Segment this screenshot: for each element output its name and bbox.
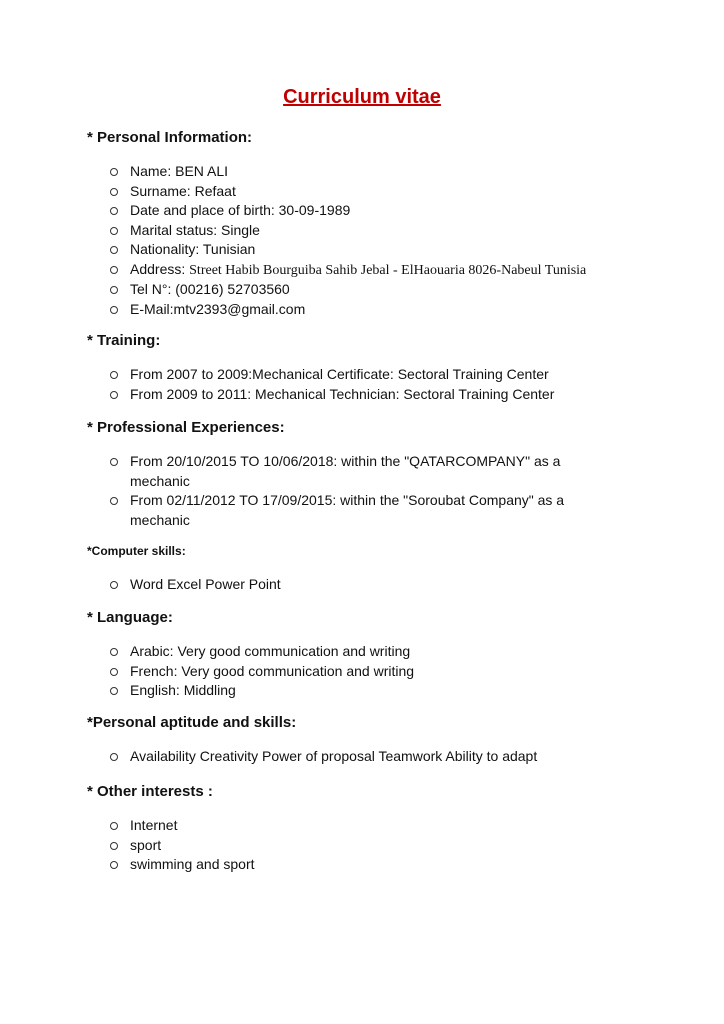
list-item: [87, 182, 687, 202]
list-item: [87, 300, 687, 320]
circle-bullet-icon: [110, 822, 118, 830]
training-section: [87, 331, 687, 404]
circle-bullet-icon: [110, 497, 118, 505]
language-entry: Arabic: Very good communication and writing: [130, 643, 411, 659]
list-item: [87, 385, 687, 405]
address-label: Address:: [130, 260, 190, 277]
interests-heading: * Other interests :: [87, 783, 213, 800]
computer-skill-entry: Word Excel Power Point: [130, 576, 281, 592]
aptitude-list: [87, 747, 687, 767]
circle-bullet-icon: [110, 207, 118, 215]
computer-skills-section: [87, 541, 687, 595]
personal-information-section: [87, 128, 687, 319]
document-title: Curriculum vitae: [283, 86, 441, 108]
personal-information-list: [87, 162, 687, 319]
circle-bullet-icon: [110, 266, 118, 274]
list-item: [87, 201, 687, 221]
aptitude-section: [87, 713, 687, 767]
list-item: [87, 491, 600, 530]
list-item: [87, 221, 687, 241]
list-item: [87, 747, 687, 767]
language-section: [87, 608, 687, 701]
language-entry: English: Middling: [130, 682, 236, 698]
circle-bullet-icon: [110, 581, 118, 589]
list-item: [87, 662, 687, 682]
experience-entry: From 20/10/2015 TO 10/06/2018: within the "QATARCOMPANY" as a mechanic: [130, 453, 561, 489]
circle-bullet-icon: [110, 842, 118, 850]
name-entry: Name: BEN ALI: [130, 163, 229, 179]
training-entry: From 2009 to 2011: Mechanical Technician: Sectoral Training Center: [130, 385, 555, 402]
list-item: [87, 365, 687, 385]
aptitude-entry: Availability Creativity Power of proposal Teamwork Ability to adapt: [130, 748, 538, 764]
list-item: [87, 855, 687, 875]
language-list: [87, 642, 687, 701]
experience-heading: * Professional Experiences:: [87, 419, 285, 436]
circle-bullet-icon: [110, 458, 118, 466]
circle-bullet-icon: [110, 227, 118, 235]
list-item: [87, 681, 687, 701]
training-heading: * Training:: [87, 332, 161, 349]
interests-list: [87, 816, 687, 875]
computer-skills-list: [87, 575, 687, 595]
language-entry: French: Very good communication and writing: [130, 662, 415, 679]
circle-bullet-icon: [110, 168, 118, 176]
list-item: [87, 260, 687, 281]
nationality-entry: Nationality: Tunisian: [130, 241, 256, 257]
circle-bullet-icon: [110, 687, 118, 695]
list-item: [87, 162, 687, 182]
experience-list: [87, 452, 687, 530]
circle-bullet-icon: [110, 188, 118, 196]
list-item: [87, 452, 600, 491]
interest-entry: swimming and sport: [130, 856, 255, 872]
list-item: [87, 836, 687, 856]
language-heading: * Language:: [87, 609, 173, 626]
interest-entry: sport: [130, 836, 162, 853]
circle-bullet-icon: [110, 648, 118, 656]
computer-skills-heading: *Computer skills:: [87, 544, 186, 558]
marital-status-entry: Marital status: Single: [130, 221, 260, 238]
list-item: [87, 575, 687, 595]
birth-entry: Date and place of birth: 30-09-1989: [130, 202, 351, 218]
address-value: Street Habib Bourguiba Sahib Jebal - ElHaouaria 8026-Nabeul Tunisia: [189, 262, 587, 278]
circle-bullet-icon: [110, 668, 118, 676]
aptitude-heading: *Personal aptitude and skills:: [87, 714, 297, 731]
circle-bullet-icon: [110, 371, 118, 379]
telephone-entry: Tel N°: (00216) 52703560: [130, 281, 290, 297]
personal-information-heading: * Personal Information:: [87, 129, 253, 146]
circle-bullet-icon: [110, 861, 118, 869]
surname-entry: Surname: Refaat: [130, 182, 236, 199]
training-entry: From 2007 to 2009:Mechanical Certificate: Sectoral Training Center: [130, 366, 549, 382]
email-entry: E-Mail:mtv2393@gmail.com: [130, 300, 306, 317]
interest-entry: Internet: [130, 817, 178, 833]
circle-bullet-icon: [110, 753, 118, 761]
circle-bullet-icon: [110, 286, 118, 294]
circle-bullet-icon: [110, 306, 118, 314]
circle-bullet-icon: [110, 391, 118, 399]
circle-bullet-icon: [110, 246, 118, 254]
list-item: [87, 280, 687, 300]
list-item: [87, 642, 687, 662]
list-item: [87, 240, 687, 260]
interests-section: [87, 782, 687, 875]
list-item: [87, 816, 687, 836]
experience-entry: From 02/11/2012 TO 17/09/2015: within the "Soroubat Company" as a mechanic: [130, 492, 565, 528]
training-list: [87, 365, 687, 404]
experience-section: [87, 418, 687, 530]
